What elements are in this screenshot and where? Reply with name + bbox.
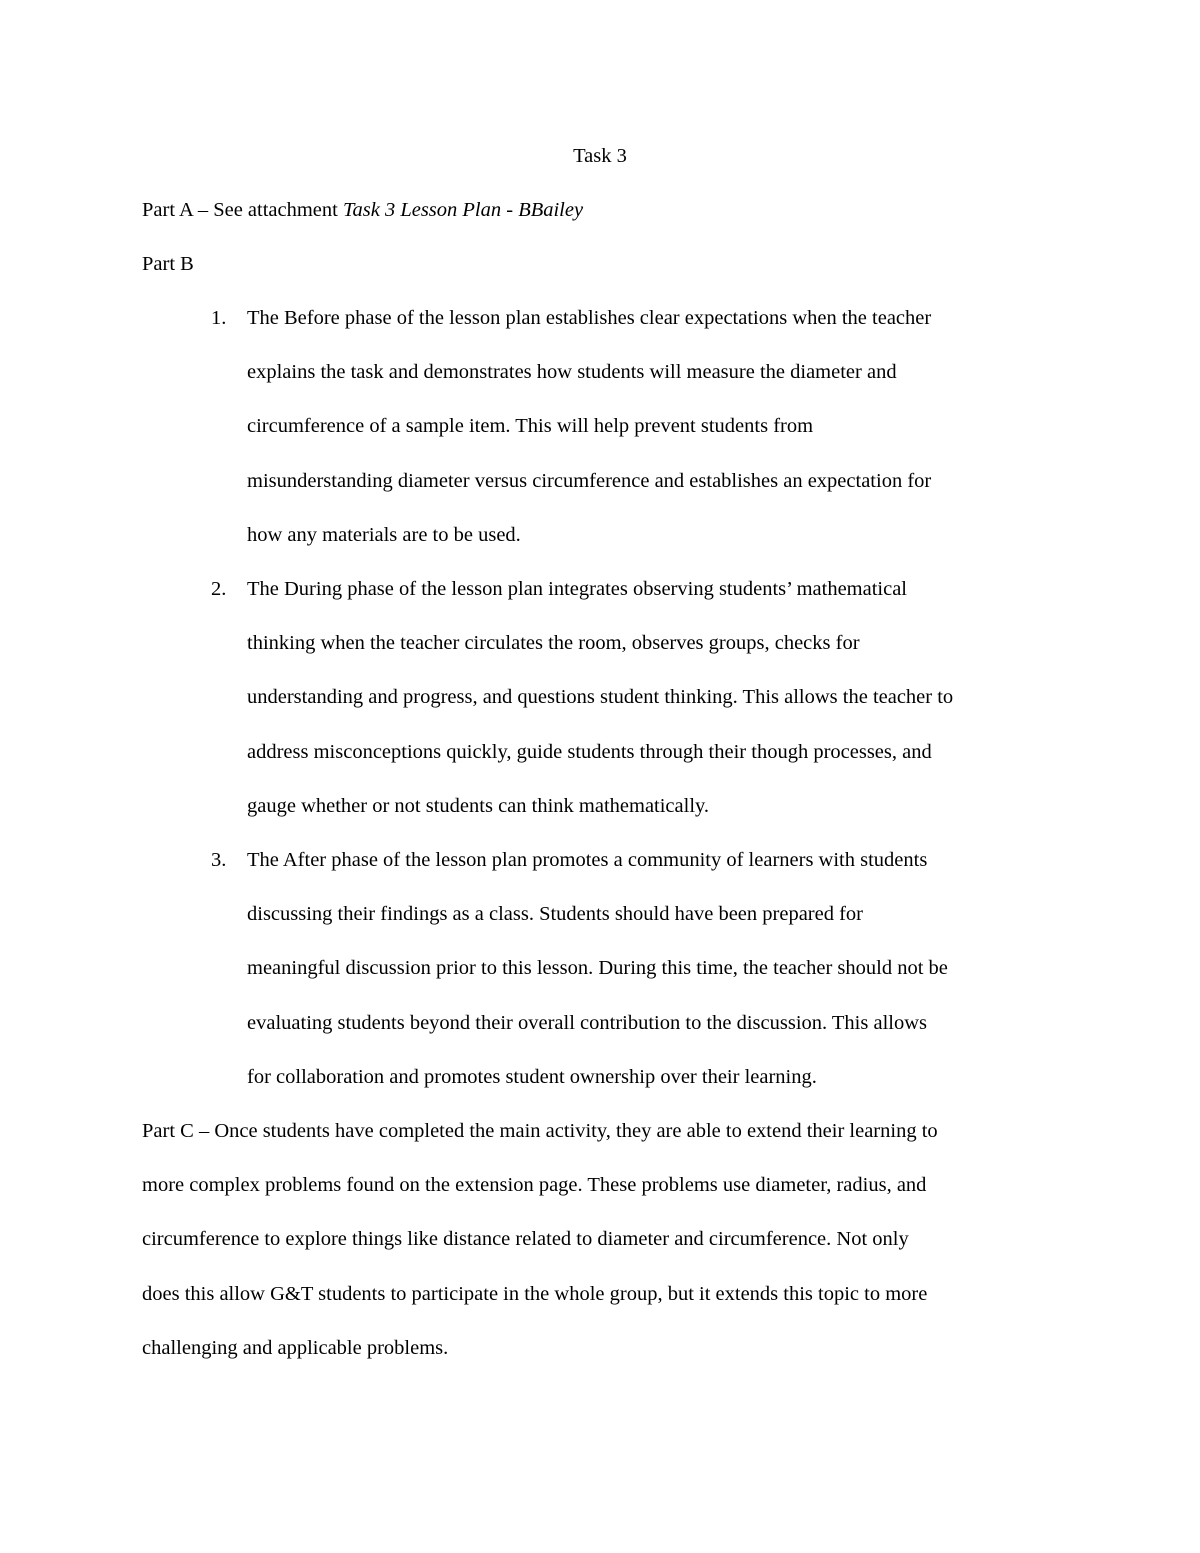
- list-item-body: [247, 303, 1127, 574]
- text-line: discussing their findings as a class. Students should have been prepared for: [247, 903, 864, 926]
- part-a-text: Part A – See attachment: [142, 199, 343, 221]
- text-line: Part C – Once students have completed the main activity, they are able to extend their learning to: [142, 1120, 938, 1142]
- text-line: circumference to explore things like distance related to diameter and circumference. Not only: [142, 1228, 909, 1251]
- text-line: gauge whether or not students can think mathematically.: [247, 794, 710, 817]
- text-line: thinking when the teacher circulates the room, observes groups, checks for: [247, 632, 860, 655]
- text-line: explains the task and demonstrates how students will measure the diameter and: [247, 361, 897, 384]
- text-line: The After phase of the lesson plan promotes a community of learners with students: [247, 849, 928, 871]
- list-item-body: [247, 845, 1127, 1116]
- text-line: The During phase of the lesson plan integrates observing students’ mathematical: [247, 578, 907, 600]
- text-line: address misconceptions quickly, guide students through their though processes, and: [247, 740, 932, 763]
- text-line: evaluating students beyond their overall contribution to the discussion. This allows: [247, 1011, 928, 1034]
- text-line: does this allow G&T students to participate in the whole group, but it extends this topic to more: [142, 1282, 928, 1305]
- part-a-paragraph: [142, 195, 583, 225]
- document-title: Task 3: [573, 145, 627, 167]
- text-line: meaningful discussion prior to this lesson. During this time, the teacher should not be: [247, 957, 948, 980]
- text-line: for collaboration and promotes student ownership over their learning.: [247, 1065, 817, 1088]
- text-line: The Before phase of the lesson plan establishes clear expectations when the teacher: [247, 307, 932, 329]
- part-b-heading: Part B: [142, 253, 194, 275]
- text-line: misunderstanding diameter versus circumference and establishes an expectation for: [247, 469, 932, 492]
- list-number: 1.: [211, 307, 227, 329]
- text-line: understanding and progress, and questions student thinking. This allows the teacher to: [247, 686, 954, 709]
- list-number: 3.: [211, 849, 227, 871]
- text-line: challenging and applicable problems.: [142, 1336, 449, 1359]
- part-c-paragraph: [142, 1116, 1102, 1387]
- list-number: 2.: [211, 578, 227, 600]
- text-line: more complex problems found on the extension page. These problems use diameter, radius, and: [142, 1174, 927, 1197]
- attachment-name: Task 3 Lesson Plan - BBailey: [342, 199, 584, 221]
- text-line: how any materials are to be used.: [247, 523, 521, 546]
- text-line: circumference of a sample item. This will help prevent students from: [247, 415, 814, 438]
- list-item-body: [247, 574, 1127, 845]
